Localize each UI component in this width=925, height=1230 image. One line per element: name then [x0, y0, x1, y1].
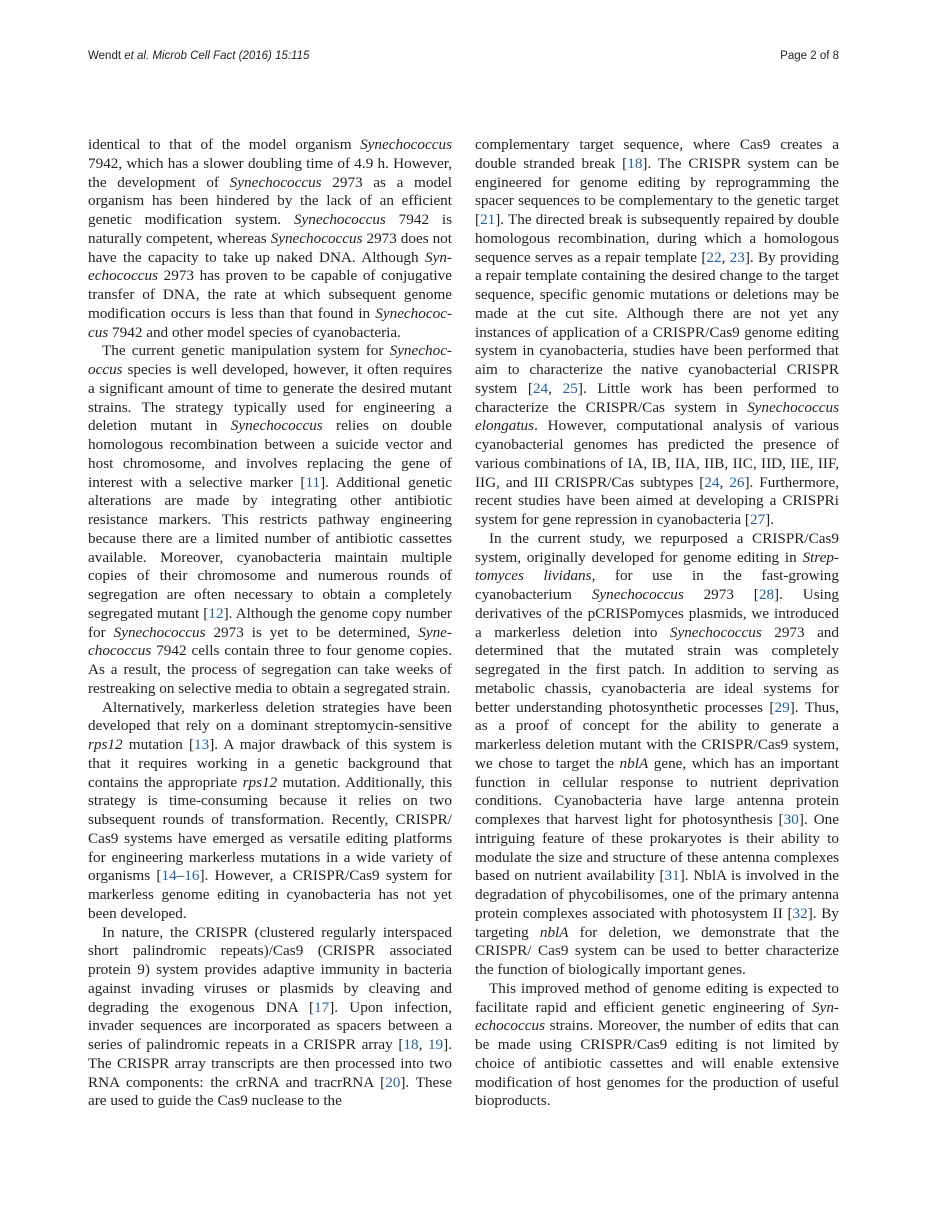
citation-link[interactable]: 22 [706, 248, 722, 266]
citation-link[interactable]: 23 [729, 248, 745, 266]
page-number: Page 2 of 8 [780, 50, 839, 62]
paragraph: The current genetic manipulation system for Synechoc-occus species is well developed, however, it often requires a significant amount of time to generate the desired mutant strains. The strategy typically used for engineering a deletion mutant in Synechococcus relies on double homologous recombination between a suicide vector and host chromosome, and involves replacing the gene of interest with a selective marker [11]. Additional genetic alterations are made by integrating other antibiotic resistance markers. This restricts pathway engineering because there are a limited number of antibiotic cassettes available. Moreover, cyanobacteria maintain multiple copies of their chromosome and numerous rounds of segregation are often necessary to obtain a completely segregated mutant [12]. Although the genome copy number for Synechococcus 2973 is yet to be determined, Syne-chococcus 7942 cells contain three to four genome copies. As a result, the process of segregation can take weeks of restreaking on selective media to obtain a segregated strain. [88, 342, 453, 697]
paragraph: identical to that of the model organism Synechococcus 7942, which has a slower doubling time of 4.9 h. However, the development of Synechococcus 2973 as a model organism has been hindered by the lack of an efficient genetic modification system. Synechococcus 7942 is naturally competent, whereas Synechococcus 2973 does not have the capacity to take up naked DNA. Although Syn-echococcus 2973 has proven to be capable of conjugative transfer of DNA, the rate at which subsequent genome modification occurs is less than that found in Synechococ-cus 7942 and other model species of cyanobacteria. [88, 136, 453, 341]
citation-link[interactable]: 30 [783, 811, 799, 828]
page-header [88, 50, 839, 68]
citation-link[interactable]: 12 [208, 604, 224, 622]
citation-link[interactable]: 26 [729, 473, 745, 491]
citation-link[interactable]: 28 [758, 586, 775, 603]
citation-link[interactable]: 20 [385, 1073, 401, 1091]
citation-link[interactable]: 17 [314, 998, 330, 1016]
citation-link[interactable]: 31 [664, 867, 680, 885]
citation-link[interactable]: 18 [403, 1036, 419, 1053]
citation-link[interactable]: 14 [161, 867, 177, 885]
citation-link[interactable]: 24 [704, 473, 720, 491]
citation-link[interactable]: 16 [184, 867, 200, 885]
citation-link[interactable]: 13 [194, 736, 210, 753]
paragraph: In the current study, we repurposed a CRISPR/Cas9 system, originally developed for genome editing in Strep-tomyces lividans, for use in the fast-growing cyanobacterium Synechococcus 2973 [28]. Using derivatives of the pCRISPomyces plasmids, we introduced a markerless deletion into Synechococcus 2973 and determined that the mutated strain was completely segregated in the first patch. In addition to serving as metabolic chassis, cyanobacteria are ideal systems for better understanding photosynthetic processes [29]. Thus, as a proof of concept for the ability to generate a markerless deletion mutant with the CRISPR/Cas9 system, we chose to target the nblA gene, which has an important function in cellular response to nutrient deprivation conditions. Cyanobacteria have large antenna protein complexes that harvest light for photosynthesis [30]. One intriguing feature of these prokaryotes is their ability to modulate the size and structure of these antenna complexes based on nutrient availability [31]. NblA is involved in the degradation of phycobilisomes, one of the primary antenna protein complexes associated with photosystem II [32]. By targeting nblA for deletion, we demonstrate that the CRISPR/ Cas9 system can be used to better characterize the function of biologically important genes. [475, 529, 840, 978]
left-column [88, 136, 452, 1111]
citation-link[interactable]: 21 [480, 211, 496, 228]
paragraph: This improved method of genome editing is expected to facilitate rapid and efficient genetic engineering of Syn-echococcus strains. Moreover, the number of edits that can be made using CRISPR/Cas9 editing is not limited by choice of antibiotic cassettes and will enable extensive modification of host genomes for the production of useful bioproducts. [475, 979, 839, 1110]
citation-link[interactable]: 32 [792, 904, 808, 922]
citation-link[interactable]: 18 [627, 154, 643, 172]
citation-link[interactable]: 11 [305, 473, 321, 491]
citation-link[interactable]: 27 [749, 511, 766, 528]
citation-link[interactable]: 19 [427, 1036, 444, 1053]
citation-link[interactable]: 24 [532, 379, 549, 397]
citation-link[interactable]: 25 [562, 379, 578, 397]
paragraph: In nature, the CRISPR (clustered regularly interspaced short palindromic repeats)/Cas9 (CRISPR associated protein 9) system provides adaptive immunity in bacteria against invading viruses or plasmids by cleaving and degrading the exogenous DNA [17]. Upon infection, invader sequences are incorporated as spacers between a series of palindromic repeats in a CRISPR array [18, 19]. The CRISPR array transcripts are then processed into two RNA components: the crRNA and tracrRNA [20]. These are used to guide the Cas9 nuclease to the [88, 923, 453, 1110]
running-citation: Wendt et al. Microb Cell Fact (2016) 15:115 [88, 50, 310, 62]
citation-link[interactable]: 29 [774, 698, 790, 716]
paragraph: complementary target sequence, where Cas9 creates a double stranded break [18]. The CRISPR system can be engineered for genome editing by reprogramming the spacer sequences to be complementary to the genetic target [21]. The directed break is subsequently repaired by double homologous recombination, during which a homologous sequence serves as a repair template [22, 23]. By providing a repair template containing the desired change to the target sequence, specific genomic mutations or deletions may be made at the cut site. Although there are not yet any instances of application of a CRISPR/Cas9 genome editing system in cyanobacteria, studies have been performed that aim to characterize the native cyanobacterial CRISPR system [24, 25]. Little work has been performed to characterize the CRISPR/Cas system in Synechococcus elongatus. However, computational analysis of various cyanobacterial genomes has predicted the presence of various combinations of IA, IB, IIA, IIB, IIC, IID, IIE, IIF, IIG, and III CRISPR/Cas subtypes [24, 26]. Furthermore, recent studies have been aimed at developing a CRISPRi system for gene repression in cyanobacteria [27]. [475, 136, 840, 528]
right-column [475, 136, 839, 1111]
paragraph: Alternatively, markerless deletion strategies have been developed that rely on a dominant streptomycin-sensitive rps12 mutation [13]. A major drawback of this system is that it requires working in a genetic background that contains the appropriate rps12 mutation. Additionally, this strategy is time-consuming because it relies on two subsequent rounds of transformation. Recently, CRISPR/ Cas9 systems have emerged as versatile editing platforms for engineering markerless mutations in a wide variety of organisms [14–16]. However, a CRISPR/Cas9 system for markerless genome editing in cyanobacteria has not yet been developed. [88, 698, 453, 922]
